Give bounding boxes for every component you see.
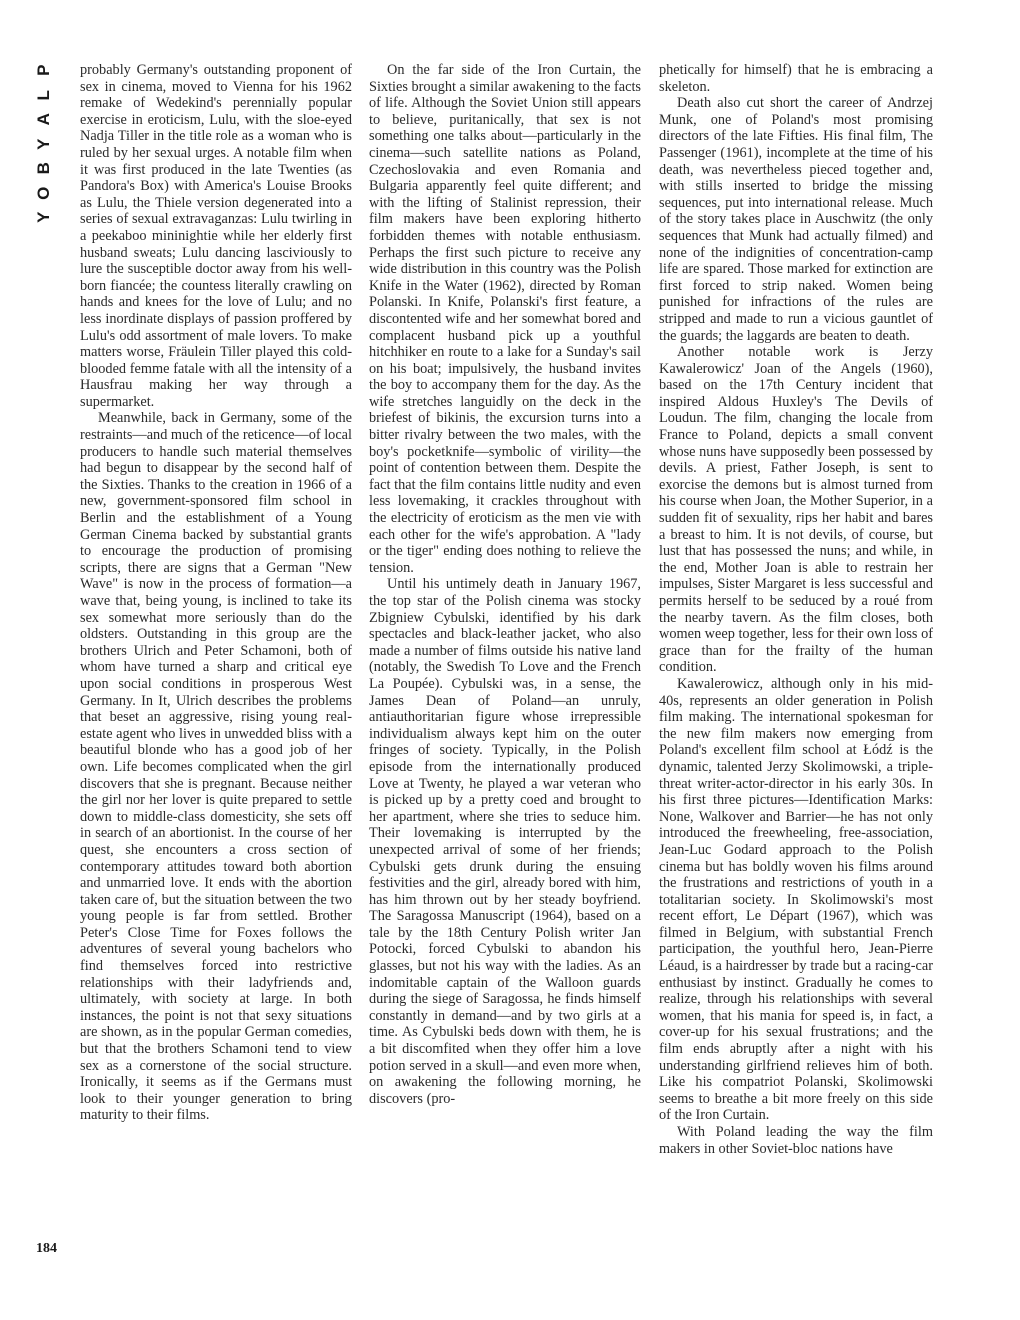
magazine-letter: P xyxy=(33,64,53,76)
page-number: 184 xyxy=(36,1241,57,1256)
article-paragraph: On the far side of the Iron Curtain, the Sixties brought a similar awakening to the facts of life. Although the Soviet Union still appears to believe, puritanically, that sex is not something one talks about—particularly in the cinema—such satellite nations as Poland, Czechoslovakia and even Romania and Bulgaria apparently feel quite different; and with the lifting of Stalinist repression, their film makers have been exploring hitherto forbidden themes with notable enthusiasm. Perhaps the first such picture to receive any wide distribution in this country was the Polish Knife in the Water (1962), directed by Roman Polanski. In Knife, Polanski's first feature, a discontented wife and her somewhat bored and complacent husband pick up a youthful hitchhiker en route to a lake for a Sunday's sail on his boat; impulsively, the husband invites the boy to accompany them for the day. As the wife stretches languidly on the deck in the briefest of bikinis, the excursion turns into a bitter rivalry between the two males, with the boy's pocketknife—symbolic of virility—the point of contention between them. Despite the fact that the film contains little nudity and even less lovemaking, it crackles throughout with the electricity of eroticism as the men vie with each other for the wife's approbation. A "lady or the tiger" ending does nothing to relieve the tension. xyxy=(369,62,641,576)
article-paragraph: Kawalerowicz, although only in his mid-40s, represents an older generation in Polish film making. The international spokesman for the new film makers now emerging from Poland's excellent film school at Łódź is the dynamic, talented Jerzy Skolimowski, a triple-threat writer-actor-director in his early 30s. In his first three pictures—Identification Marks: None, Walkover and Barrier—he has not only introduced the freewheeling, free-association, Jean-Luc Godard approach to the Polish cinema but has boldly woven his films around the frustrations and restrictions of youth in a totalitarian society. In Skolimowski's most recent effort, Le Départ (1967), which was filmed in Belgium, with substantial French participation, the youthful hero, Jean-Pierre Léaud, is a hairdresser by trade but a racing-car enthusiast by instinct. Gradually he comes to realize, through his relationships with several women, that his mania for speed is, in fact, a cover-up for his sexual frustrations; and the film ends abruptly after a night with his understanding girlfriend relieves him of both. Like his compatriot Polanski, Skolimowski seems to breathe a bit more freely on this side of the Iron Curtain. xyxy=(659,675,933,1124)
magazine-name-vertical xyxy=(30,58,58,230)
magazine-letter: Y xyxy=(33,211,53,223)
article-paragraph: Meanwhile, back in Germany, some of the restraints—and much of the reticence—of local producers to handle such material themselves had begun to disappear by the second half of the Sixties. Thanks to the creation in 1966 of a new, government-sponsored film school in Berlin and the establishment of a Young German Cinema backed by substantial grants to encourage the production of promising scripts, there are signs that a German "New Wave" is now in the process of formation—a wave that, being young, is inclined to take its sex somewhat more seriously than do the oldsters. Outstanding in this group are the brothers Ulrich and Peter Schamoni, both of whom have turned a sharp and critical eye upon social conditions in prosperous West Germany. In It, Ulrich describes the problems that beset an aggressive, rising young real-estate agent who lives in unwedded bliss with a beautiful blonde who has a good job of her own. Life becomes complicated when the girl discovers that she is pregnant. Because neither the girl nor her lover is quite prepared to settle down to middle-class domesticity, she sets off in search of an abortionist. In the course of her quest, she encounters a cross section of contemporary attitudes toward both abortion and unmarried love. It ends with the abortion taken care of, but the situation between the two young people is far from settled. Brother Peter's Close Time for Foxes follows the adventures of several young bachelors who find themselves forced into restrictive relationships with their ladyfriends and, ultimately, with society at large. In both instances, the point is not that sexy situations are shown, as in the popular German comedies, but that the brothers Schamoni tend to view sex as a cornerstone of the social structure. Ironically, it seems as if the Germans must look to their younger generation to bring maturity to their films. xyxy=(80,410,352,1124)
article-column-3 xyxy=(659,62,933,1157)
article-paragraph: phetically for himself) that he is embracing a skeleton. xyxy=(659,62,933,95)
article-paragraph: Another notable work is Jerzy Kawalerowicz' Joan of the Angels (1960), based on the 17th Century incident that inspired Aldous Huxley's The Devils of Loudun. The film, changing the locale from France to Poland, depicts a small convent whose nuns have supposedly been possessed by devils. A priest, Father Joseph, is sent to exorcise the demons but is almost turned from his course when Joan, the Mother Superior, in a sudden fit of sexuality, rips her habit and bares a breast to him. It is not devils, of course, but lust that has possessed the nuns; and while, in the end, Mother Joan is able to restrain her impulses, Sister Margaret is less successful and permits herself to be seduced by a roué from the nearby tavern. As the film closes, both women weep together, less for their own loss of grace than for the frailty of the human condition. xyxy=(659,344,933,676)
article-paragraph: With Poland leading the way the film makers in other Soviet-bloc nations have xyxy=(659,1124,933,1157)
article-paragraph: Until his untimely death in January 1967, the top star of the Polish cinema was stocky Zbigniew Cybulski, identified by his dark spectacles and black-leather jacket, who also made a number of films outside his native land (notably, the Swedish To Love and the French La Poupée). Cybulski was, in a sense, the James Dean of Poland—an unruly, antiauthoritarian figure whose irrepressible individualism always kept him on the outer fringes of society. Typically, in the Polish episode from the internationally produced Love at Twenty, he played a war veteran who is picked up by a pretty coed and brought to her apartment, where she tries to seduce him. Their lovemaking is interrupted by the unexpected arrival of some of her friends; Cybulski gets drunk during the ensuing festivities and the girl, already bored with him, has him thrown out by her steady boyfriend. The Saragossa Manuscript (1964), based on a tale by the 18th Century Polish writer Jan Potocki, forced Cybulski to abandon his glasses, but not his way with the ladies. As an indomitable captain of the Walloon guards during the siege of Saragossa, he finds himself constantly in demand—and by two girls at a time. As Cybulski beds down with them, he is a bit discomfited when they offer him a love potion served in a skull—and even more when, on awakening the following morning, he discovers (pro- xyxy=(369,576,641,1107)
magazine-letter: L xyxy=(33,89,53,100)
article-paragraph: Death also cut short the career of Andrzej Munk, one of Poland's most promising directors of the late Fifties. His final film, The Passenger (1961), incomplete at the time of his death, was nevertheless pieced together and, with stills inserted to bridge the missing sequences, put into international release. Much of the story takes place in Auschwitz (the only sequences that Munk had actually filmed) and none of the indignities of concentration-camp life are spared. Those marked for extinction are first forced to strip naked. Women being punished for infractions of the rules are stripped and made to run a vicious gauntlet of the guards; the laggards are beaten to death. xyxy=(659,95,933,344)
magazine-letter: A xyxy=(33,113,53,126)
article-column-1 xyxy=(80,62,352,1124)
magazine-letter: Y xyxy=(33,138,53,150)
magazine-letter: B xyxy=(33,162,53,175)
magazine-letter: O xyxy=(33,186,53,200)
article-paragraph: probably Germany's outstanding proponent of sex in cinema, moved to Vienna for his 1962 remake of Wedekind's perennially popular exercise in eroticism, Lulu, with the sloe-eyed Nadja Tiller in the title role as a woman who is ruled by her sexual urges. A notable film when it was first produced in the late Twenties (as Pandora's Box) with America's Louise Brooks as Lulu, the Thiele version degenerated into a series of sexual extravaganzas: Lulu twirling in a peekaboo mininightie while her elderly first husband sweats; Lulu dancing lasciviously to lure the susceptible doctor away from his well-born fiancée; the countess literally crawling on hands and knees for the love of Lulu; and no less inordinate displays of passion proffered by Lulu's odd assortment of male lovers. To make matters worse, Fräulein Tiller played this cold-blooded femme fatale with all the intensity of a Hausfrau making her way through a supermarket. xyxy=(80,62,352,410)
article-column-2 xyxy=(369,62,641,1107)
